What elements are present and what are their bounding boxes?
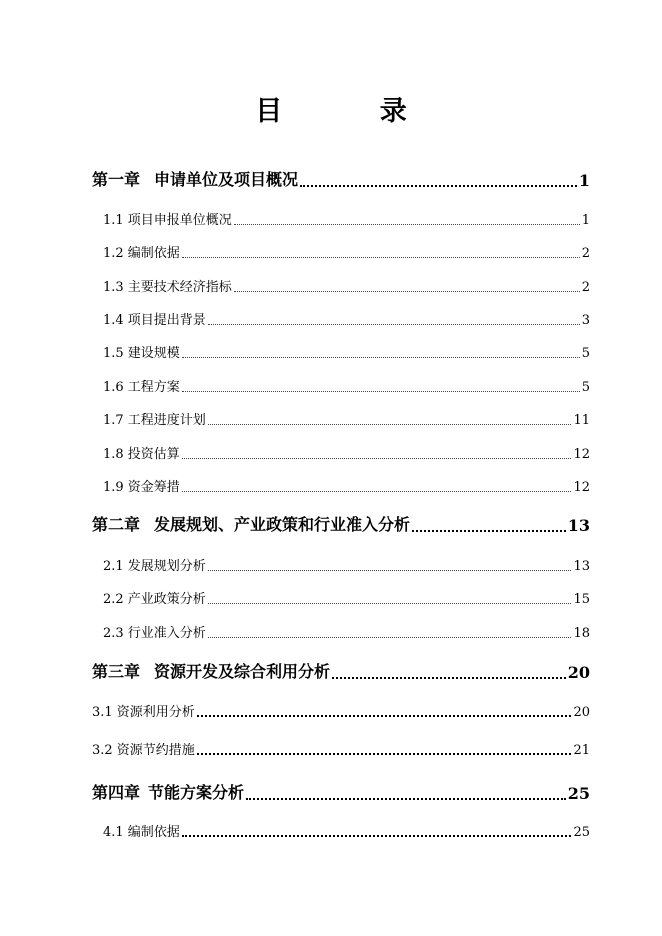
page-number: 5 (581, 380, 590, 395)
dot-leader (246, 798, 566, 800)
dot-leader (208, 603, 572, 604)
toc-section-1-3[interactable] (103, 275, 590, 295)
page-number: 18 (573, 626, 590, 641)
section-number: 1.9 (103, 480, 124, 495)
chapter-title: 发展规划、产业政策和行业准入分析 (154, 515, 411, 534)
page-number: 1 (578, 171, 590, 190)
toc-section-1-7[interactable] (103, 408, 590, 428)
dot-leader (182, 835, 572, 837)
section-title: 主要技术经济指标 (127, 280, 232, 295)
section-title: 发展规划分析 (127, 559, 206, 574)
toc-section-1-4[interactable] (103, 308, 590, 328)
chapter-title: 申请单位及项目概况 (154, 170, 299, 189)
page-number: 5 (581, 346, 590, 361)
section-number: 1.6 (103, 380, 124, 395)
section-title: 编制依据 (127, 246, 180, 261)
page-number: 15 (573, 592, 590, 607)
toc-section-1-6[interactable] (103, 375, 590, 395)
section-title: 行业准入分析 (127, 626, 206, 641)
section-title: 工程方案 (127, 380, 180, 395)
section-number: 1.8 (103, 447, 124, 462)
page-number: 12 (573, 480, 590, 495)
dot-leader (182, 491, 572, 492)
page-number: 2 (581, 280, 590, 295)
section-title: 建设规模 (127, 346, 180, 361)
toc-chapter-3[interactable] (92, 658, 590, 682)
toc-section-2-3[interactable] (103, 621, 590, 641)
chapter-number: 第四章 (92, 783, 141, 802)
page-number: 25 (573, 825, 590, 840)
dot-leader (182, 257, 580, 258)
toc-chapter-1[interactable] (92, 166, 590, 190)
section-title: 项目申报单位概况 (127, 213, 232, 228)
dot-leader (332, 677, 566, 679)
page-number: 20 (573, 705, 590, 720)
dot-leader (412, 530, 566, 532)
toc-section-3-2[interactable] (92, 738, 590, 758)
section-number: 4.1 (103, 825, 124, 840)
section-title: 工程进度计划 (127, 413, 206, 428)
section-number: 1.1 (103, 213, 124, 228)
section-number: 3.1 (92, 705, 113, 720)
dot-leader (182, 357, 580, 358)
dot-leader (234, 224, 580, 225)
toc-section-1-1[interactable] (103, 208, 590, 228)
chapter-number: 第三章 (92, 662, 141, 681)
toc-section-3-1[interactable] (92, 700, 590, 720)
dot-leader (197, 753, 572, 755)
dot-leader (208, 570, 572, 571)
toc-chapter-2[interactable] (92, 511, 590, 535)
section-number: 1.3 (103, 280, 124, 295)
section-title: 产业政策分析 (127, 592, 206, 607)
chapter-title: 节能方案分析 (148, 783, 245, 802)
page-number: 13 (567, 516, 590, 535)
section-number: 1.5 (103, 346, 124, 361)
chapter-number: 第一章 (92, 170, 141, 189)
section-title: 编制依据 (127, 825, 180, 840)
dot-leader (208, 637, 572, 638)
toc-section-1-8[interactable] (103, 442, 590, 462)
section-title: 资金筹措 (127, 480, 180, 495)
toc-section-1-5[interactable] (103, 341, 590, 361)
toc-section-1-2[interactable] (103, 241, 590, 261)
page-number: 3 (581, 313, 590, 328)
section-number: 3.2 (92, 743, 113, 758)
toc-chapter-4[interactable] (92, 779, 590, 803)
dot-leader (208, 324, 580, 325)
toc-section-4-1[interactable] (103, 820, 590, 840)
section-number: 2.2 (103, 592, 124, 607)
page-number: 25 (567, 784, 590, 803)
chapter-title: 资源开发及综合利用分析 (154, 662, 331, 681)
section-number: 1.4 (103, 313, 124, 328)
section-number: 1.7 (103, 413, 124, 428)
dot-leader (300, 185, 577, 187)
section-number: 1.2 (103, 246, 124, 261)
dot-leader (182, 391, 580, 392)
dot-leader (182, 458, 572, 459)
dot-leader (234, 291, 580, 292)
page-number: 13 (573, 559, 590, 574)
page-number: 1 (581, 213, 590, 228)
page-number: 2 (581, 246, 590, 261)
toc-section-1-9[interactable] (103, 475, 590, 495)
dot-leader (197, 715, 572, 717)
section-title: 投资估算 (127, 447, 180, 462)
section-title: 项目提出背景 (127, 313, 206, 328)
page-number: 20 (567, 663, 590, 682)
section-number: 2.3 (103, 626, 124, 641)
toc-section-2-1[interactable] (103, 554, 590, 574)
section-title: 资源利用分析 (116, 705, 195, 720)
dot-leader (208, 424, 572, 425)
page-number: 12 (573, 447, 590, 462)
page-number: 21 (573, 743, 590, 758)
page-number: 11 (573, 413, 590, 428)
section-title: 资源节约措施 (116, 743, 195, 758)
section-number: 2.1 (103, 559, 124, 574)
toc-section-2-2[interactable] (103, 587, 590, 607)
page-title: 目 录 (255, 96, 451, 127)
chapter-number: 第二章 (92, 515, 141, 534)
